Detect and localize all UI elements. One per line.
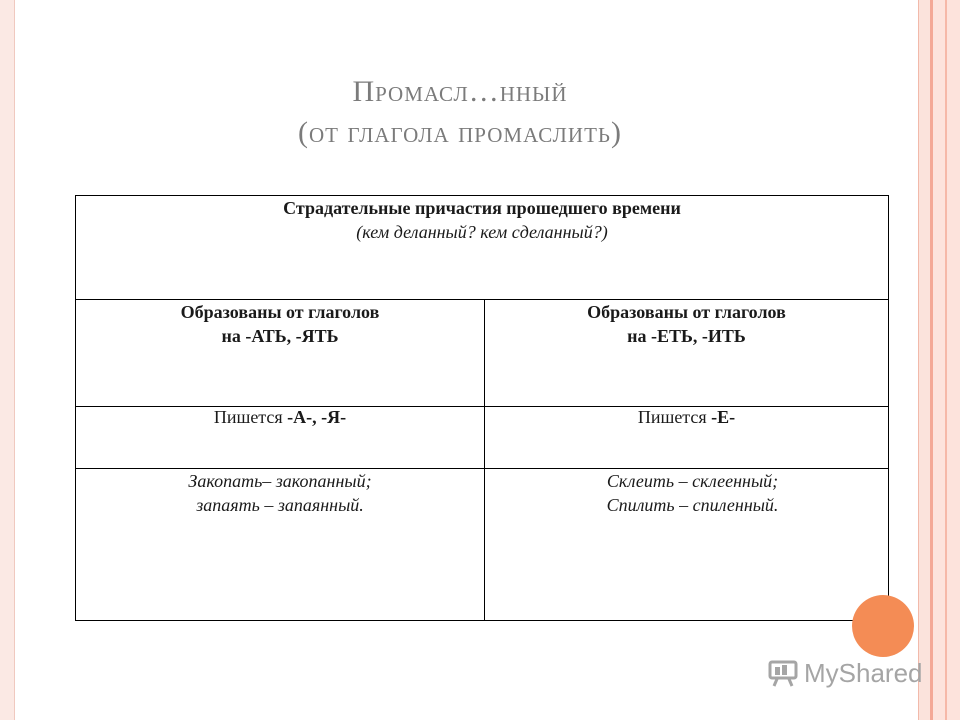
presentation-board-icon bbox=[768, 659, 798, 687]
right-group-line-2: на -ЕТЬ, -ИТЬ bbox=[627, 326, 746, 346]
right-group-line-1: Образованы от глаголов bbox=[587, 302, 786, 322]
left-group-line-2: на -АТЬ, -ЯТЬ bbox=[221, 326, 339, 346]
right-rule-letters: -Е- bbox=[711, 407, 736, 427]
table-row bbox=[76, 469, 889, 621]
left-examples-cell bbox=[76, 469, 485, 621]
logo-text: MyShared bbox=[804, 657, 923, 688]
left-example-2: запаять – запаянный. bbox=[196, 495, 364, 515]
slide-title bbox=[60, 72, 860, 153]
table-row bbox=[76, 300, 889, 407]
table-row bbox=[76, 407, 889, 469]
title-line-1: Промасл…нный bbox=[352, 75, 568, 108]
right-group-cell bbox=[485, 300, 889, 407]
left-rule-letters: -А-, -Я- bbox=[287, 407, 347, 427]
right-rule-cell bbox=[485, 407, 889, 469]
table-header-cell bbox=[76, 196, 889, 300]
decorative-circle bbox=[852, 595, 914, 657]
slide-frame-right bbox=[918, 0, 930, 720]
header-questions: (кем деланный? кем сделанный?) bbox=[356, 222, 608, 242]
left-rule-text: Пишется bbox=[213, 407, 288, 427]
right-examples-cell bbox=[485, 469, 889, 621]
left-group-line-1: Образованы от глаголов bbox=[180, 302, 380, 322]
table-row bbox=[76, 196, 889, 300]
right-example-1: Склеить – склеенный; bbox=[606, 471, 779, 491]
rule-table bbox=[75, 195, 889, 621]
title-line-2: (от глагола промаслить) bbox=[298, 115, 622, 149]
slide-frame-left bbox=[0, 0, 15, 720]
left-rule-cell bbox=[76, 407, 485, 469]
right-rule-text: Пишется bbox=[637, 407, 712, 427]
right-example-2: Спилить – спиленный. bbox=[606, 495, 779, 515]
slide-frame-right-line bbox=[945, 0, 947, 720]
left-group-cell bbox=[76, 300, 485, 407]
left-example-1: Закопать– закопанный; bbox=[188, 471, 372, 491]
site-logo[interactable] bbox=[768, 655, 923, 691]
header-title: Страдательные причастия прошедшего времени bbox=[283, 198, 681, 218]
